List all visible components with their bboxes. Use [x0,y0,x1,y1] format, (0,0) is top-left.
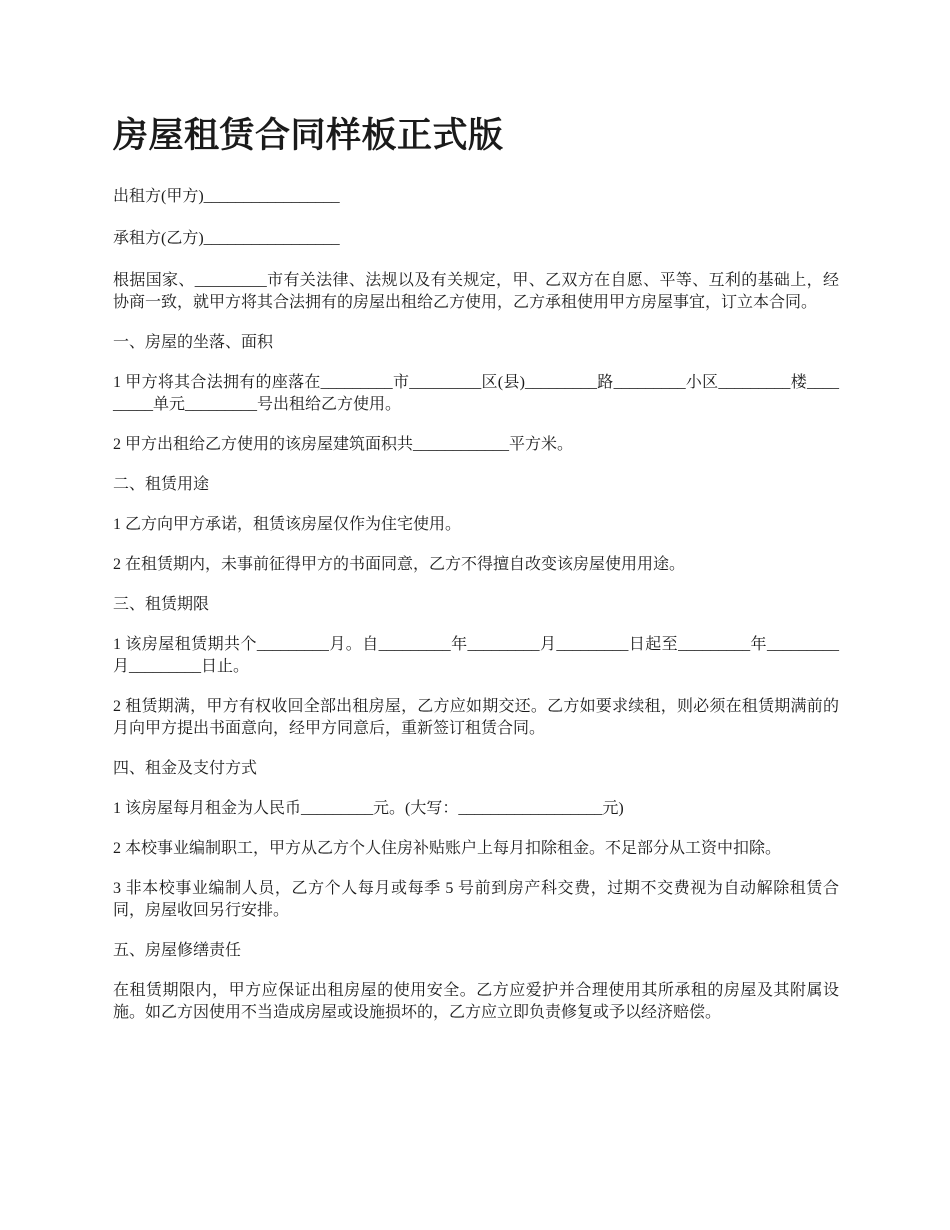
clause-usage-residential: 1 乙方向甲方承诺，租赁该房屋仅作为住宅使用。 [113,516,462,533]
clause-rent-amount: 1 该房屋每月租金为人民币_________元。(大写：__________________元) [113,800,624,817]
clause-term-renewal: 2 租赁期满，甲方有权收回全部出租房屋，乙方应如期交还。乙方如要求续租，则必须在租赁期满前的月向甲方提出书面意向，经甲方同意后，重新签订租赁合同。 [113,698,839,737]
section-heading-location: 一、房屋的坐落、面积 [113,334,274,351]
clause-repair-responsibility: 在租赁期限内，甲方应保证出租房屋的使用安全。乙方应爱护并合理使用其所承租的房屋及其附属设施。如乙方因使用不当造成房屋或设施损坏的，乙方应立即负责修复或予以经济赔偿。 [113,982,839,1021]
clause-location-address: 1 甲方将其合法拥有的座落在_________市_________区(县)_________路_________小区_________楼_________单元_________号出租给乙方使用。 [113,374,839,413]
clause-location-area: 2 甲方出租给乙方使用的该房屋建筑面积共____________平方米。 [113,436,574,453]
clause-usage-no-change: 2 在租赁期内，未事前征得甲方的书面同意，乙方不得擅自改变该房屋使用用途。 [113,556,686,573]
document-title: 房屋租赁合同样板正式版 [113,115,504,156]
section-heading-term: 三、租赁期限 [113,596,210,613]
lessor-line: 出租方(甲方)_________________ [113,188,340,205]
section-heading-usage: 二、租赁用途 [113,476,210,493]
preamble-paragraph: 根据国家、_________市有关法律、法规以及有关规定，甲、乙双方在自愿、平等、互利的基础上，经协商一致，就甲方将其合法拥有的房屋出租给乙方使用，乙方承租使用甲方房屋事宜，订立本合同。 [113,272,839,311]
clause-term-period: 1 该房屋租赁期共个_________月。自_________年_________月_________日起至_________年_________月_________日止。 [113,636,839,675]
section-heading-rent: 四、租金及支付方式 [113,760,258,777]
document-page [113,110,839,1042]
clause-rent-staff: 2 本校事业编制职工，甲方从乙方个人住房补贴账户上每月扣除租金。不足部分从工资中扣除。 [113,840,782,857]
lessee-line: 承租方(乙方)_________________ [113,230,340,247]
section-heading-repair: 五、房屋修缮责任 [113,942,242,959]
clause-rent-non-staff: 3 非本校事业编制人员，乙方个人每月或每季 5 号前到房产科交费，过期不交费视为自动解除租赁合同，房屋收回另行安排。 [113,880,839,919]
